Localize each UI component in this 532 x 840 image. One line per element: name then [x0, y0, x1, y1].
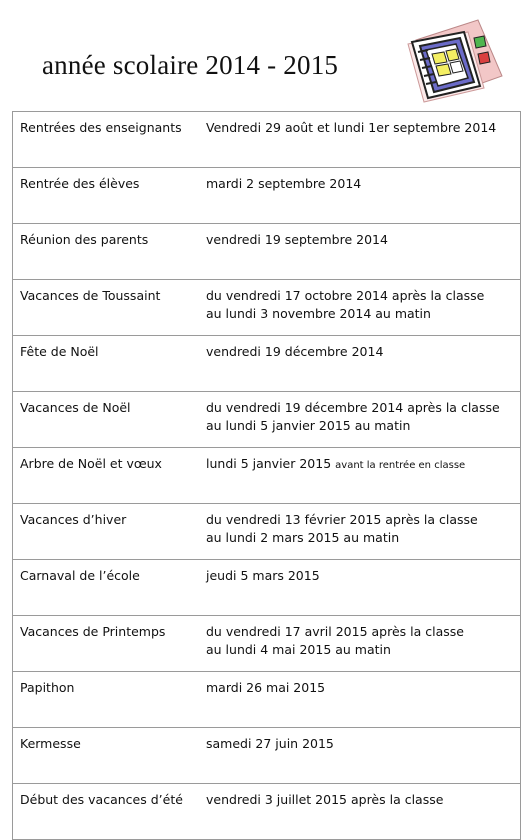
date-line: [206, 399, 516, 417]
event-label: Fête de Noël: [13, 336, 201, 392]
table-row: [13, 560, 521, 616]
table-row: [13, 728, 521, 784]
date-line: [206, 119, 516, 137]
page-title: année scolaire 2014 - 2015: [42, 50, 339, 80]
date-text: mardi 26 mai 2015: [206, 680, 326, 695]
agenda-notebook-icon: [398, 14, 506, 106]
table-row: [13, 336, 521, 392]
date-text: vendredi 19 septembre 2014: [206, 232, 388, 247]
date-text: lundi 5 janvier 2015: [206, 456, 332, 471]
event-date: [200, 672, 521, 728]
event-label: Papithon: [13, 672, 201, 728]
event-date: [200, 112, 521, 168]
table-row: [13, 392, 521, 448]
event-label: Rentrée des élèves: [13, 168, 201, 224]
date-line: [206, 343, 516, 361]
date-text: vendredi 3 juillet 2015 après la classe: [206, 792, 444, 807]
event-label: Kermesse: [13, 728, 201, 784]
event-label: Début des vacances d’été: [13, 784, 201, 840]
date-text: mardi 2 septembre 2014: [206, 176, 362, 191]
event-date: [200, 504, 521, 560]
date-text: du vendredi 17 avril 2015 après la classe: [206, 624, 464, 639]
date-line: [206, 305, 516, 323]
table-row: [13, 280, 521, 336]
event-date: [200, 616, 521, 672]
school-calendar-table: [12, 111, 521, 840]
table-row: [13, 112, 521, 168]
event-date: [200, 728, 521, 784]
event-label: Arbre de Noël et vœux: [13, 448, 201, 504]
event-label: Vacances de Noël: [13, 392, 201, 448]
table-row: [13, 504, 521, 560]
event-date: [200, 392, 521, 448]
date-line: [206, 287, 516, 305]
event-date: [200, 168, 521, 224]
event-label: Réunion des parents: [13, 224, 201, 280]
event-date: [200, 784, 521, 840]
table-row: [13, 168, 521, 224]
date-line: [206, 417, 516, 435]
event-date: [200, 336, 521, 392]
date-text: du vendredi 13 février 2015 après la classe: [206, 512, 478, 527]
event-date: [200, 280, 521, 336]
date-line: [206, 641, 516, 659]
date-line: [206, 735, 516, 753]
date-line: [206, 623, 516, 641]
table-row: [13, 784, 521, 840]
event-label: Vacances de Toussaint: [13, 280, 201, 336]
date-text: au lundi 3 novembre 2014 au matin: [206, 306, 431, 321]
date-text: jeudi 5 mars 2015: [206, 568, 320, 583]
event-label: Vacances de Printemps: [13, 616, 201, 672]
table-row: [13, 672, 521, 728]
date-note: avant la rentrée en classe: [335, 460, 466, 471]
date-text: au lundi 2 mars 2015 au matin: [206, 530, 400, 545]
date-line: [206, 175, 516, 193]
date-line: [206, 791, 516, 809]
date-text: du vendredi 17 octobre 2014 après la classe: [206, 288, 485, 303]
event-label: Rentrées des enseignants: [13, 112, 201, 168]
event-date: [200, 448, 521, 504]
date-line: [206, 455, 516, 475]
date-line: [206, 511, 516, 529]
date-line: [206, 679, 516, 697]
date-text: au lundi 4 mai 2015 au matin: [206, 642, 391, 657]
table-row: [13, 224, 521, 280]
date-line: [206, 529, 516, 547]
event-label: Vacances d’hiver: [13, 504, 201, 560]
date-text: du vendredi 19 décembre 2014 après la classe: [206, 400, 500, 415]
date-line: [206, 231, 516, 249]
event-date: [200, 560, 521, 616]
event-date: [200, 224, 521, 280]
table-row: [13, 616, 521, 672]
date-text: Vendredi 29 août et lundi 1er septembre 2014: [206, 120, 497, 135]
date-text: au lundi 5 janvier 2015 au matin: [206, 418, 411, 433]
date-text: vendredi 19 décembre 2014: [206, 344, 384, 359]
table-row: [13, 448, 521, 504]
date-text: samedi 27 juin 2015: [206, 736, 334, 751]
date-line: [206, 567, 516, 585]
event-label: Carnaval de l’école: [13, 560, 201, 616]
